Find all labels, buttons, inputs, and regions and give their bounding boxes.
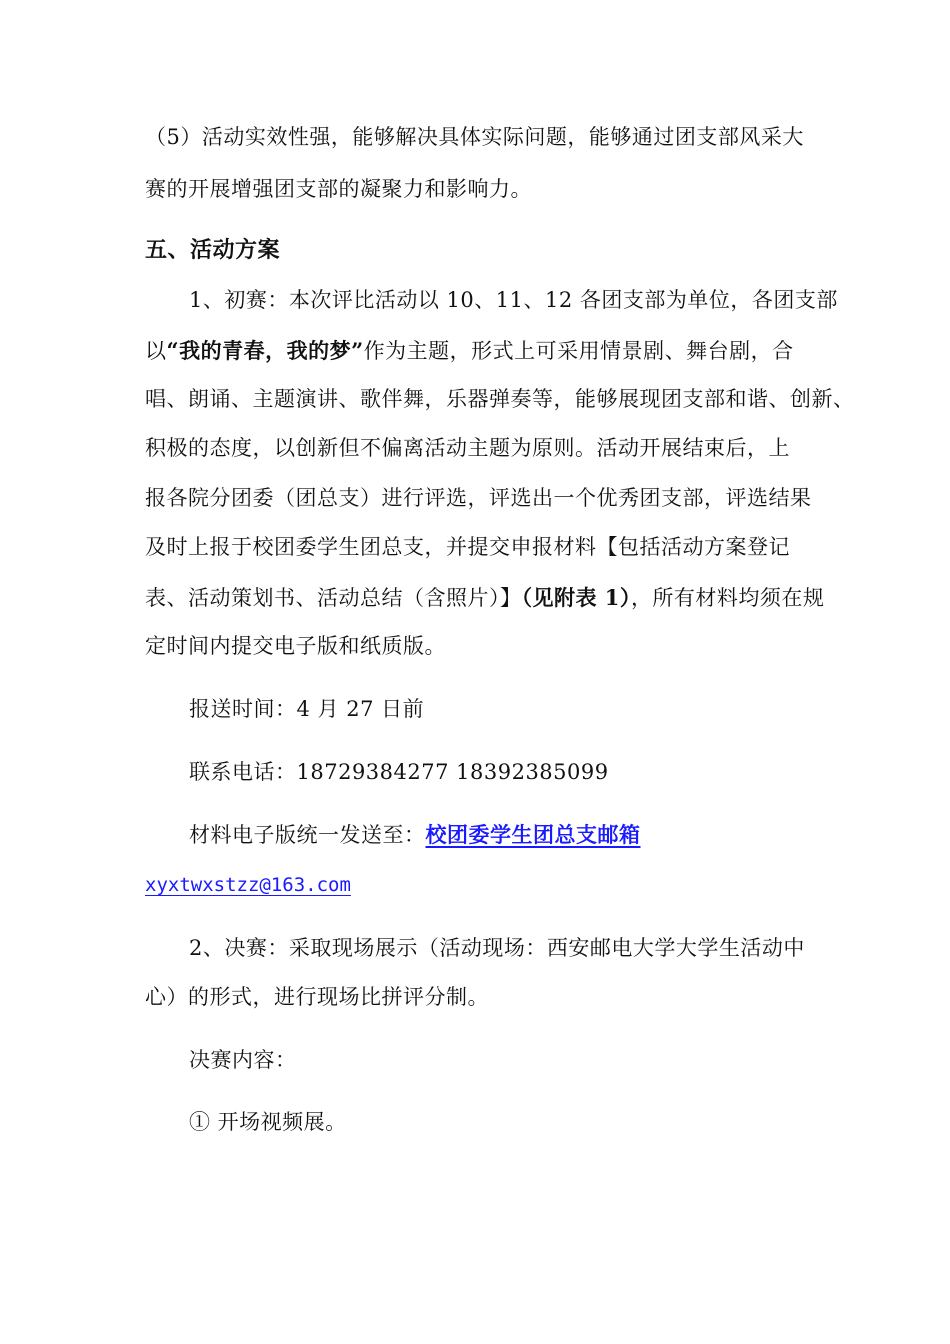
- email-address-link[interactable]: xyxtwxstzz@163.com: [145, 874, 351, 896]
- appendix-reference: （见附表 1）: [521, 585, 631, 610]
- email-link-label[interactable]: 校团委学生团总支邮箱: [425, 822, 641, 847]
- email-intro: 材料电子版统一发送至：: [189, 823, 426, 847]
- prelim-line-2-post: 作为主题，形式上可采用情景剧、舞台剧，合: [363, 339, 794, 363]
- section-heading: 五、活动方案: [145, 238, 281, 263]
- contact-phone: 联系电话：18729384277 18392385099: [189, 760, 609, 784]
- prelim-line-2-pre: 以: [145, 339, 167, 363]
- prelim-line-6: 及时上报于校团委学生团总支，并提交申报材料【包括活动方案登记: [145, 535, 790, 559]
- final-line-2: 心）的形式，进行现场比拼评分制。: [145, 985, 489, 1009]
- prelim-line-2: [145, 340, 794, 362]
- final-line-1: 2、决赛：采取现场展示（活动现场：西安邮电大学大学生活动中: [189, 936, 805, 960]
- prelim-line-1: 1、初赛：本次评比活动以 10、11、12 各团支部为单位，各团支部: [189, 288, 838, 312]
- prelim-line-4: 积极的态度，以创新但不偏离活动主题为原则。活动开展结束后，上: [145, 436, 790, 460]
- prelim-line-7: [145, 587, 824, 609]
- prelim-line-7-post: ，所有材料均须在规: [630, 586, 825, 610]
- deadline-text: 报送时间：4 月 27 日前: [189, 697, 425, 721]
- prelim-line-7-pre: 表、活动策划书、活动总结（含照片）】: [145, 586, 522, 610]
- final-content-label: 决赛内容：: [189, 1048, 297, 1072]
- criteria-5-line-2: 赛的开展增强团支部的凝聚力和影响力。: [145, 177, 532, 201]
- email-line: [189, 824, 641, 846]
- prelim-line-5: 报各院分团委（团总支）进行评选，评选出一个优秀团支部，评选结果: [145, 486, 812, 510]
- theme-title: “我的青春，我的梦”: [166, 338, 364, 363]
- prelim-line-3: 唱、朗诵、主题演讲、歌伴舞，乐器弹奏等，能够展现团支部和谐、创新、: [145, 387, 855, 411]
- criteria-5-line-1: （5）活动实效性强，能够解决具体实际问题，能够通过团支部风采大: [145, 125, 804, 149]
- final-item-1: ① 开场视频展。: [189, 1110, 347, 1134]
- prelim-line-8: 定时间内提交电子版和纸质版。: [145, 634, 446, 658]
